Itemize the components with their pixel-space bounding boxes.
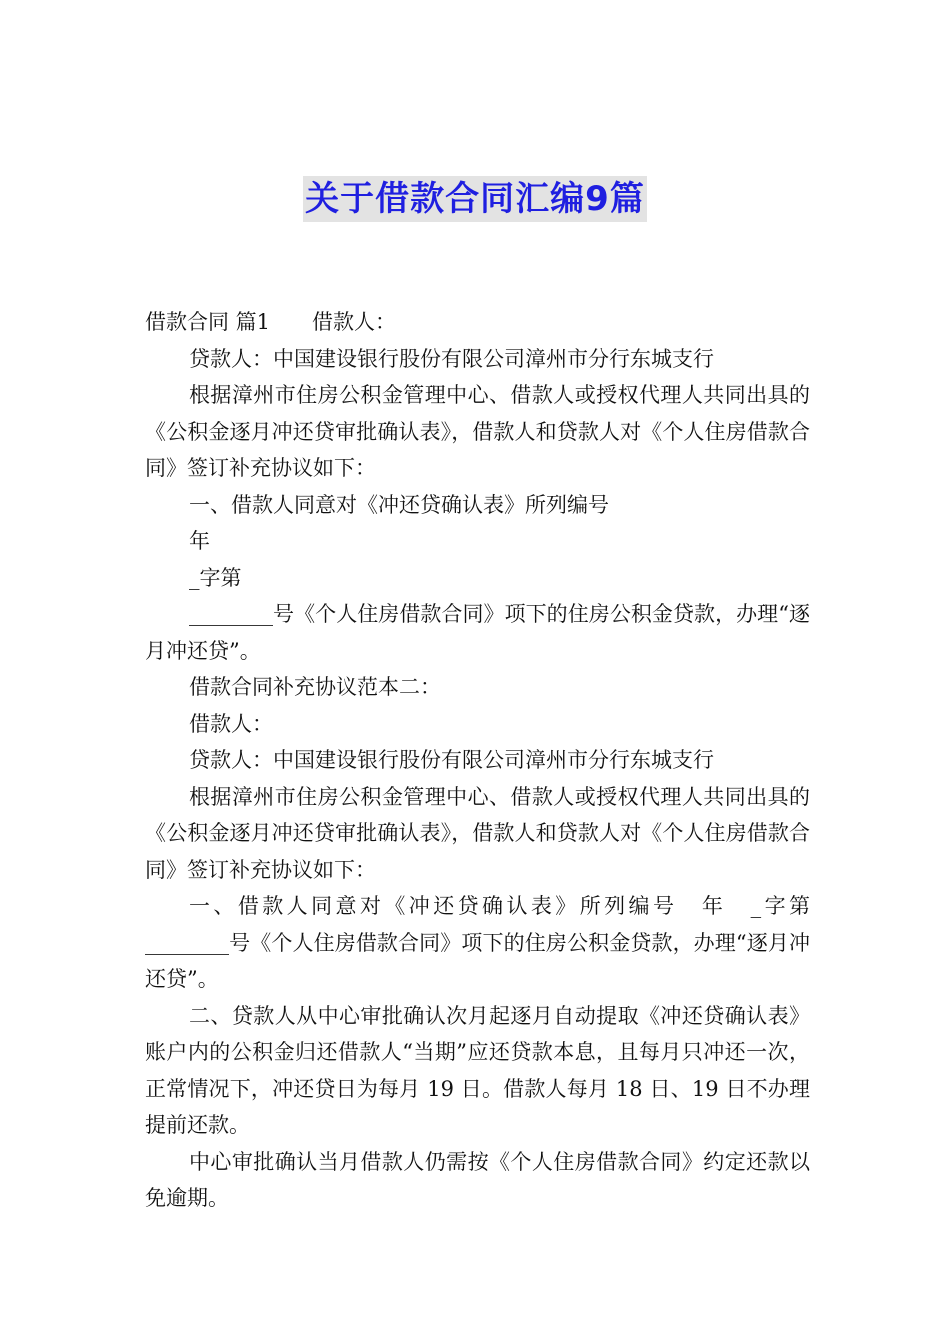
title-container — [0, 176, 950, 222]
document-title: 关于借款合同汇编9篇 — [303, 176, 647, 222]
paragraph-11: 根据漳州市住房公积金管理中心、借款人或授权代理人共同出具的《公积金逐月冲还贷审批确认表》，借款人和贷款人对《个人住房借款合同》签订补充协议如下： — [145, 784, 810, 882]
paragraph-8: 借款合同补充协议范本二： — [189, 675, 441, 699]
paragraph-12: 一、借款人同意对《冲还贷确认表》所列编号 年 _字第 ________号《个人住房借款合同》项下的住房公积金贷款，办理“逐月冲还贷”。 — [145, 894, 831, 991]
paragraph-3: 根据漳州市住房公积金管理中心、借款人或授权代理人共同出具的《公积金逐月冲还贷审批确认表》，借款人和贷款人对《个人住房借款合同》签订补充协议如下： — [145, 383, 810, 480]
paragraph-14: 中心审批确认当月借款人仍需按《个人住房借款合同》约定还款以免逾期。 — [145, 1149, 810, 1210]
paragraph-1: 借款合同 篇1 借款人： — [145, 310, 397, 334]
paragraph-5: 年 — [189, 529, 210, 553]
paragraph-2: 贷款人：中国建设银行股份有限公司漳州市分行东城支行 — [189, 346, 714, 371]
paragraph-7: ________号《个人住房借款合同》项下的住房公积金贷款，办理“逐月冲还贷”。 — [145, 602, 810, 663]
paragraph-13: 二、贷款人从中心审批确认次月起逐月自动提取《冲还贷确认表》账户内的公积金归还借款人“当期”应还贷款本息，且每月只冲还一次，正常情况下，冲还贷日为每月 19 日。借款人每月 18 日、19 日不办理提前还款。 — [145, 1003, 810, 1137]
paragraph-10: 贷款人：中国建设银行股份有限公司漳州市分行东城支行 — [189, 748, 714, 772]
paragraph-4: 一、借款人同意对《冲还贷确认表》所列编号 — [189, 492, 609, 517]
paragraph-6: _字第 — [189, 565, 242, 590]
document-body — [145, 304, 831, 1217]
paragraph-9: 借款人： — [189, 711, 273, 736]
